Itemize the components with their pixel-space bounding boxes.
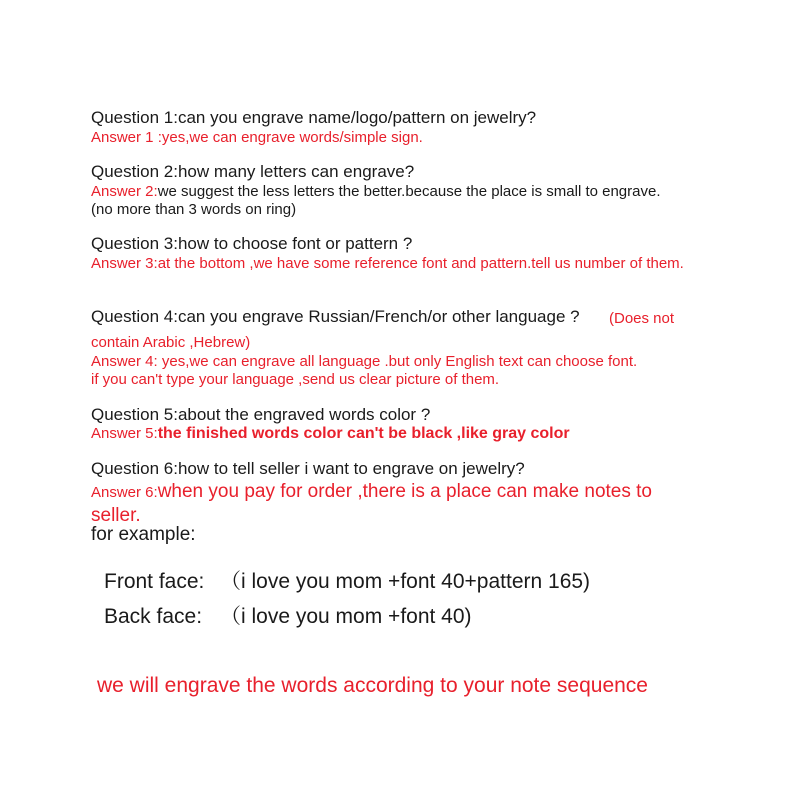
answer-6-label: Answer 6: bbox=[91, 484, 158, 501]
answer-1 bbox=[91, 129, 423, 147]
front-face-label: Front face: bbox=[104, 570, 205, 593]
question-1: Question 1:can you engrave name/logo/pattern on jewelry? bbox=[91, 108, 537, 127]
question-3: Question 3:how to choose font or pattern ? bbox=[91, 234, 413, 253]
answer-2-label: Answer 2: bbox=[91, 183, 158, 200]
answer-3 bbox=[91, 255, 691, 273]
back-face-label: Back face: bbox=[104, 605, 203, 628]
answer-6-text: when you pay for order ,there is a place can make notes to seller. bbox=[91, 481, 652, 526]
back-face-value: i love you mom +font 40) bbox=[241, 605, 472, 628]
answer-6 bbox=[91, 480, 691, 528]
front-face-open-paren: （ bbox=[220, 570, 241, 593]
answer-3-label: Answer 3: bbox=[91, 255, 158, 272]
closing-note: we will engrave the words according to your note sequence bbox=[97, 674, 648, 697]
question-4-note: (Does not contain Arabic ,Hebrew) bbox=[91, 310, 675, 351]
answer-5 bbox=[91, 425, 570, 443]
question-4-text: Question 4:can you engrave Russian/French/or other language ? bbox=[91, 307, 580, 326]
back-face-open-paren: （ bbox=[220, 605, 241, 628]
question-5: Question 5:about the engraved words color ? bbox=[91, 405, 431, 424]
back-face-line bbox=[104, 600, 472, 630]
answer-2 bbox=[91, 183, 781, 219]
answer-5-text: the finished words color can't be black ,like gray color bbox=[157, 425, 570, 442]
answer-2-text: we suggest the less letters the better.because the place is small to engrave. bbox=[157, 183, 661, 200]
answer-2-note: (no more than 3 words on ring) bbox=[91, 201, 297, 218]
answer-1-label: Answer 1 : bbox=[91, 129, 162, 146]
front-face-line bbox=[104, 565, 590, 595]
answer-4-text: yes,we can engrave all language .but only English text can choose font. bbox=[157, 353, 638, 370]
answer-4-line2: if you can't type your language ,send us clear picture of them. bbox=[91, 371, 500, 388]
example-intro: for example: bbox=[91, 524, 196, 545]
front-face-value: i love you mom +font 40+pattern 165) bbox=[241, 570, 591, 593]
question-2: Question 2:how many letters can engrave? bbox=[91, 162, 415, 181]
answer-3-text: at the bottom ,we have some reference font and pattern.tell us number of them. bbox=[157, 255, 684, 272]
question-6: Question 6:how to tell seller i want to engrave on jewelry? bbox=[91, 459, 525, 478]
answer-5-label: Answer 5: bbox=[91, 425, 158, 442]
answer-1-text: yes,we can engrave words/simple sign. bbox=[161, 129, 423, 146]
answer-4 bbox=[91, 353, 781, 389]
answer-4-label: Answer 4: bbox=[91, 353, 158, 370]
